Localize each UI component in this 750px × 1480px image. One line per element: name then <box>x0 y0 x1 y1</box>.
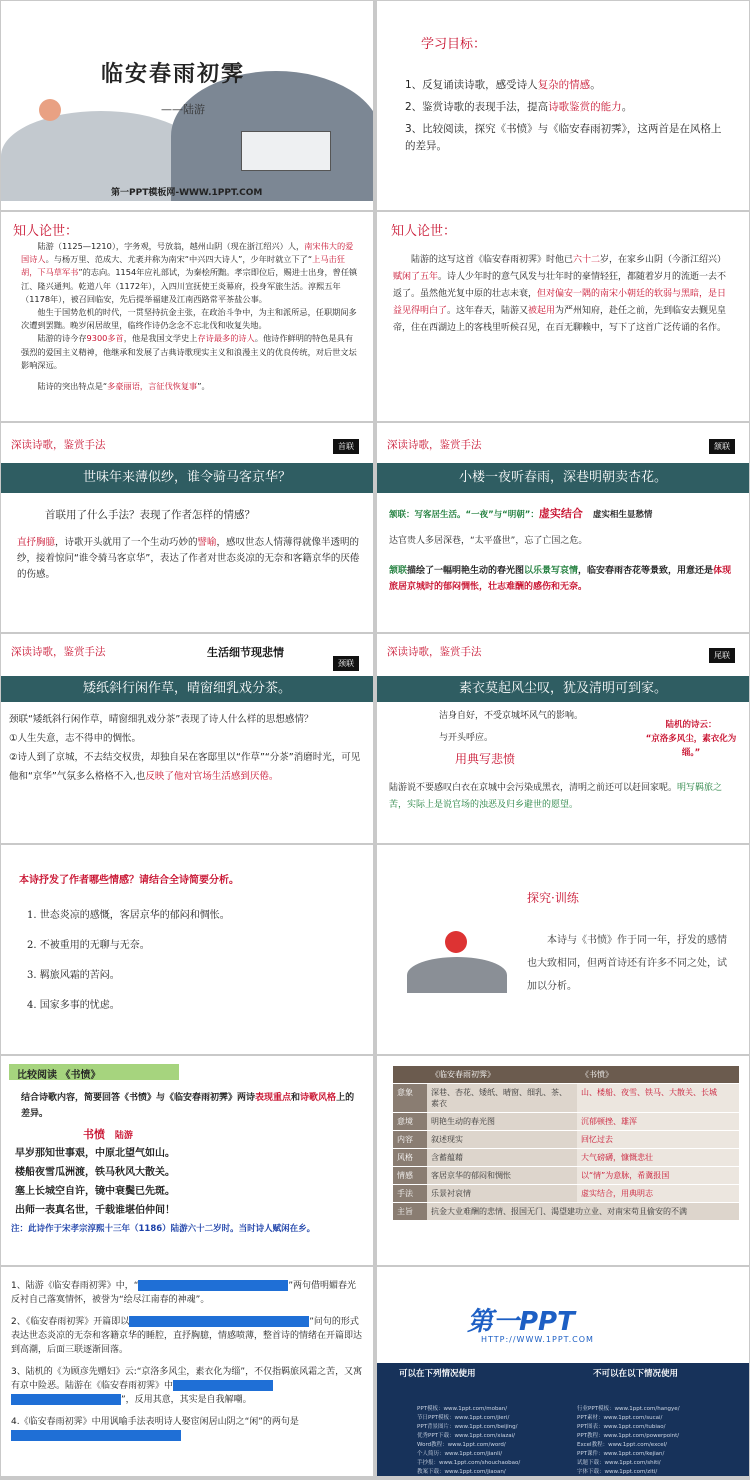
section-title: 深读诗歌，鉴赏手法 <box>11 439 106 451</box>
link-item[interactable]: 个人简历：www.1ppt.com/jianli/ <box>417 1451 503 1457</box>
hanlian-line2: 达官贵人多居深巷，“太平盛世”，忘了亡国之危。 <box>389 536 588 546</box>
slide-hanlian[interactable] <box>377 423 749 632</box>
table-row: 风格 含蓄蕴藉 大气磅礴，慷慨悲壮 <box>393 1149 739 1167</box>
poem-line: 早岁那知世事艰，中原北望气如山。 <box>15 1148 175 1159</box>
question-text: 首联用了什么手法？表现了作者怎样的情感？ <box>45 509 255 521</box>
stamp-label: 颈联 <box>333 656 359 671</box>
poem-line: 塞上长城空自许，镜中衰鬓已先斑。 <box>15 1186 175 1197</box>
poem-note: 注：此诗作于宋孝宗淳熙十三年（1186）陆游六十二岁时。当时诗人赋闲在乡。 <box>11 1224 316 1234</box>
cannot-use-heading: 不可以在以下情况使用 <box>593 1369 679 1379</box>
answer-blank[interactable] <box>11 1430 181 1441</box>
sun-illustration <box>39 99 61 121</box>
exercise-item: 2、《临安春雨初霁》开篇即以 ”问句的形式表达世态炎凉的无奈和客籍京华的睡腔，直抒胸臆，情感喷薄，整首诗的情绪在开篇即达到高潮，后面三联逐渐回落。 <box>11 1317 363 1355</box>
exercise-item: 1、陆游《临安春雨初霁》中，“ ”两句借明媚春光反衬自己落寞情怀，被誉为“绘尽江南春的神魂”。 <box>11 1281 357 1305</box>
slide-ending[interactable] <box>377 1267 749 1476</box>
link-item[interactable]: 行业PPT模板：www.1ppt.com/hangye/ <box>577 1406 680 1412</box>
link-item[interactable]: PPT图表：www.1ppt.com/tubiao/ <box>577 1424 666 1430</box>
red-sun-icon <box>445 931 467 953</box>
link-item[interactable]: 教案下载：www.1ppt.com/jiaoan/ <box>417 1469 506 1475</box>
weilian-t1: 洁身自好，不受京城坏风气的影响。 <box>439 711 584 721</box>
info-panel <box>377 1363 749 1476</box>
section-title: 深读诗歌，鉴赏手法 <box>387 439 482 451</box>
poem-line: 楼船夜雪瓜洲渡，铁马秋风大散关。 <box>15 1167 175 1178</box>
slide-emotions[interactable] <box>1 845 373 1054</box>
link-item[interactable]: PPT教程：www.1ppt.com/powerpoint/ <box>577 1433 680 1439</box>
houses-illustration <box>241 131 331 171</box>
link-item[interactable]: Excel教程：www.1ppt.com/excel/ <box>577 1442 668 1448</box>
shufen-intro: 结合诗歌内容，简要回答《书愤》与《临安春雨初霁》两诗表现重点和诗歌风格上的差异。 <box>21 1093 355 1119</box>
background-heading: 知人论世： <box>391 224 457 239</box>
hanlian-line1: 颔联：写客居生活。“一夜”与“明朝”：虚实结合 虚实相生显愁情 <box>389 507 653 520</box>
answer-text: 直抒胸臆，诗歌开头就用了一个生动巧妙的譬喻，感叹世态人情薄得就像半透明的纱，接着惊问“谁令骑马客京华”，表达了作者对世态炎凉的无奈和客籍京华的厌倦的伤感。 <box>17 537 360 580</box>
table-row: 手法 乐景衬哀情 虚实结合，用典明志 <box>393 1185 739 1203</box>
can-use-heading: 可以在下列情况使用 <box>399 1369 476 1379</box>
slide-compare-table[interactable] <box>377 1056 749 1265</box>
explore-title: 探究·训练 <box>527 891 579 905</box>
stamp-label: 尾联 <box>709 648 735 663</box>
poem-line-bar: 素衣莫起风尘叹，犹及清明可到家。 <box>377 676 749 702</box>
slide-exercise[interactable] <box>1 1267 373 1476</box>
table-row: 意境 明艳生动的春光图 沉郁顿挫、雄浑 <box>393 1113 739 1131</box>
goal-item: 1、反复诵读诗歌，感受诗人复杂的情感。 <box>405 79 601 91</box>
exercise-text <box>11 1279 365 1443</box>
stamp-label: 首联 <box>333 439 359 454</box>
author-text: ——陆游 <box>161 103 205 116</box>
section-title: 深读诗歌，鉴赏手法 <box>11 646 106 658</box>
slide-weilian[interactable] <box>377 634 749 843</box>
bio-heading: 知人论世： <box>13 224 79 239</box>
link-item[interactable]: PPT课件：www.1ppt.com/kejian/ <box>577 1451 665 1457</box>
link-item[interactable]: 手抄报：www.1ppt.com/shouchaobao/ <box>417 1460 521 1466</box>
poem-lines <box>15 1144 175 1220</box>
list-item: 4. 国家多事的忧虑。 <box>27 1000 120 1011</box>
answer-blank[interactable] <box>129 1316 309 1327</box>
slide-title[interactable] <box>1 1 373 210</box>
slide-goals[interactable] <box>377 1 749 210</box>
link-list-right <box>577 1405 680 1476</box>
slide-explore[interactable] <box>377 845 749 1054</box>
answer-blank[interactable] <box>11 1394 121 1405</box>
emotion-question: 本诗抒发了作者哪些情感？请结合全诗简要分析。 <box>19 875 239 886</box>
mountain-shape <box>407 957 507 993</box>
weilian-t2: 与开头呼应。 <box>439 733 494 743</box>
emotion-list <box>27 901 230 1021</box>
slide-title-text: 临安春雨初霁 <box>101 61 246 87</box>
table-row: 意象 深巷、杏花、矮纸、晴窗、细乳、茶、素衣 山、楼船、夜雪、铁马、大散关、长城 <box>393 1084 739 1113</box>
stamp-label: 颔联 <box>709 439 735 454</box>
link-item[interactable]: PPT素材：www.1ppt.com/sucai/ <box>577 1415 663 1421</box>
slide-shufen[interactable] <box>1 1056 373 1265</box>
link-item[interactable]: 优秀PPT下载：www.1ppt.com/xiazai/ <box>417 1433 516 1439</box>
lu-ji-quote: 陆机的诗云： “京洛多风尘，素衣化为缁。” <box>645 720 737 758</box>
comparison-table <box>393 1066 739 1221</box>
slide-shoulian[interactable] <box>1 423 373 632</box>
link-item[interactable]: PPT模板：www.1ppt.com/moban/ <box>417 1406 508 1412</box>
exercise-item: 4.《临安春雨初霁》中用讽喻手法表明诗人娶宦闲居山阴之“闲”的两句是 <box>11 1415 365 1443</box>
poem-line-bar: 世味年来薄似纱，谁令骑马客京华？ <box>1 463 373 493</box>
slide-bio[interactable] <box>1 212 373 421</box>
goal-item: 3、比较阅读，探究《书愤》与《临安春雨初霁》，这两首是在风格上的差异。 <box>405 123 722 152</box>
link-list-left <box>417 1405 520 1476</box>
section-title: 深读诗歌，鉴赏手法 <box>387 646 482 658</box>
jinglian-text: 颈联“矮纸斜行闲作草，晴窗细乳戏分茶”表现了诗人什么样的思想感情？ ①人生失意，志不得申的惆怅。 ②诗人到了京城，不去结交权贵，却独自呆在客邸里以“作草”“分茶”消磨时光，可见他和“京华”气氛多么格格不入,也反映了他对官场生活感到厌倦。 <box>9 714 361 782</box>
goals-heading: 学习目标： <box>421 37 487 52</box>
slide-background[interactable] <box>377 212 749 421</box>
link-item[interactable]: PPT背景图片：www.1ppt.com/beijing/ <box>417 1424 518 1430</box>
poem-line-bar: 小楼一夜听春雨，深巷明朝卖杏花。 <box>377 463 749 493</box>
weilian-para: 陆游说不要感叹白衣在京城中会污染成黑衣，清明之前还可以赶回家呢。明写羁旅之苦，实际上是说官场的浊恶及归乡避世的愿望。 <box>389 783 723 810</box>
ink-landscape-illustration <box>407 911 517 1001</box>
weilian-t3: 用典写悲愤 <box>455 752 516 766</box>
table-row: 情感 客居京华的郁闷和惆怅 以“情”为意脉，希冀报国 <box>393 1167 739 1185</box>
table-row: 内容 叙述现实 回忆过去 <box>393 1131 739 1149</box>
list-item: 3. 羁旅风霜的苦闷。 <box>27 970 120 981</box>
subtitle: 生活细节现悲情 <box>207 646 284 659</box>
answer-blank[interactable] <box>173 1380 273 1391</box>
poem-line: 出师一表真名世，千载谁堪伯仲间！ <box>15 1205 175 1216</box>
hanlian-line3: 颔联描绘了一幅明艳生动的春光图以乐景写哀情，临安春雨杏花等景致，用意还是体现旅居京城时的郁闷惆怅，壮志难酬的感伤和无奈。 <box>389 566 732 592</box>
logo-url: HTTP://WWW.1PPT.COM <box>481 1335 594 1344</box>
background-text: 陆游的这写这首《临安春雨初霁》时他已六十二岁，在家乡山阴（今浙江绍兴）赋闲了五年。诗人少年时的意气风发与壮年时的豪情轻狂，都随着岁月的流逝一去不返了。虽然他光复中原的壮志未衰，但对偏安一隅的南宋小朝廷的软弱与黑暗，是日益见得明白了。这年春天，陆游又被起用为严州知府，赴任之前，先到临安去觐见皇帝，住在西湖边上的客栈里听候召见，在百无聊赖中，写下了这首广泛传诵的名作。 <box>393 255 727 333</box>
footer-text: 第一PPT模板网-WWW.1PPT.COM <box>111 188 263 198</box>
link-item[interactable]: 字体下载：www.1ppt.com/ziti/ <box>577 1469 658 1475</box>
poem-line-bar: 矮纸斜行闲作草，晴窗细乳戏分茶。 <box>1 676 373 702</box>
poem-title: 书愤 陆游 <box>83 1128 133 1141</box>
list-item: 2. 不被重用的无聊与无奈。 <box>27 940 150 951</box>
table-row: 主旨 抗金大业难酬的悲情、报国无门、渴望建功立业、对南宋苟且偷安的不满 <box>393 1203 739 1221</box>
link-item[interactable]: Word教程：www.1ppt.com/word/ <box>417 1442 506 1448</box>
table-header-row: 《临安春雨初霁》 《书愤》 <box>393 1066 739 1084</box>
exercise-item: 3、陆机的《为顾彦先赠妇》云:“京洛多风尘，素衣化为缁”，不仅指羁旅风霜之苦，又寓有京中险恶。陆游在《临安春雨初霁》中 ”，反用其意，其实是自我解嘲。 <box>11 1367 363 1405</box>
goal-item: 2、鉴赏诗歌的表现手法，提高诗歌鉴赏的能力。 <box>405 101 633 113</box>
slide-jinglian[interactable] <box>1 634 373 843</box>
link-item[interactable]: 节日PPT模板：www.1ppt.com/jieri/ <box>417 1415 510 1421</box>
explore-body: 本诗与《书愤》作于同一年，抒发的感情也大致相同，但两首诗还有许多不同之处，试加以分析。 <box>527 935 727 992</box>
logo-text: 第一PPT <box>467 1307 575 1337</box>
answer-blank[interactable] <box>138 1280 288 1291</box>
banner-text: 比较阅读 《书愤》 <box>17 1070 101 1081</box>
link-item[interactable]: 试题下载：www.1ppt.com/shiti/ <box>577 1460 661 1466</box>
list-item: 1. 世态炎凉的感慨，客居京华的郁闷和惆怅。 <box>27 910 230 921</box>
bio-text: 陆游（1125—1210），字务观，号放翁，越州山阴（现在浙江绍兴）人，南宋伟大的爱国诗人。与杨万里、范成大、尤袤并称为南宋“中兴四大诗人”，少年时就立下了“上马击狂胡，下马草军书”的志向。1154年应礼部试，为秦桧所黜。孝宗即位后，赐进士出身，曾任镇江、隆兴通判。乾道八年（1172年），入四川宣抚使王炎幕府，投身军旅生活。淳熙五年（1178年），被召回临安，先后提举福建及江南西路常平茶盐公事。 他生于国势危机的时代，一贯坚持抗金主张，在政治斗争中，为主和派所忌，任职期间多次遭到罢黜。晚岁闲居故里，临终作诗仍念念不忘北伐和收复失地。 陆游的诗今存9300多首，他是我国文学史上存诗最多的诗人。他诗作鲜明的特色是具有强烈的爱国主义精神，他继承和发展了古典诗歌现实主义和浪漫主义的优良传统，对后世文坛影响深远。 陆诗的突出特点是“多豪丽语，言征伐恢复事”。 <box>21 241 358 392</box>
